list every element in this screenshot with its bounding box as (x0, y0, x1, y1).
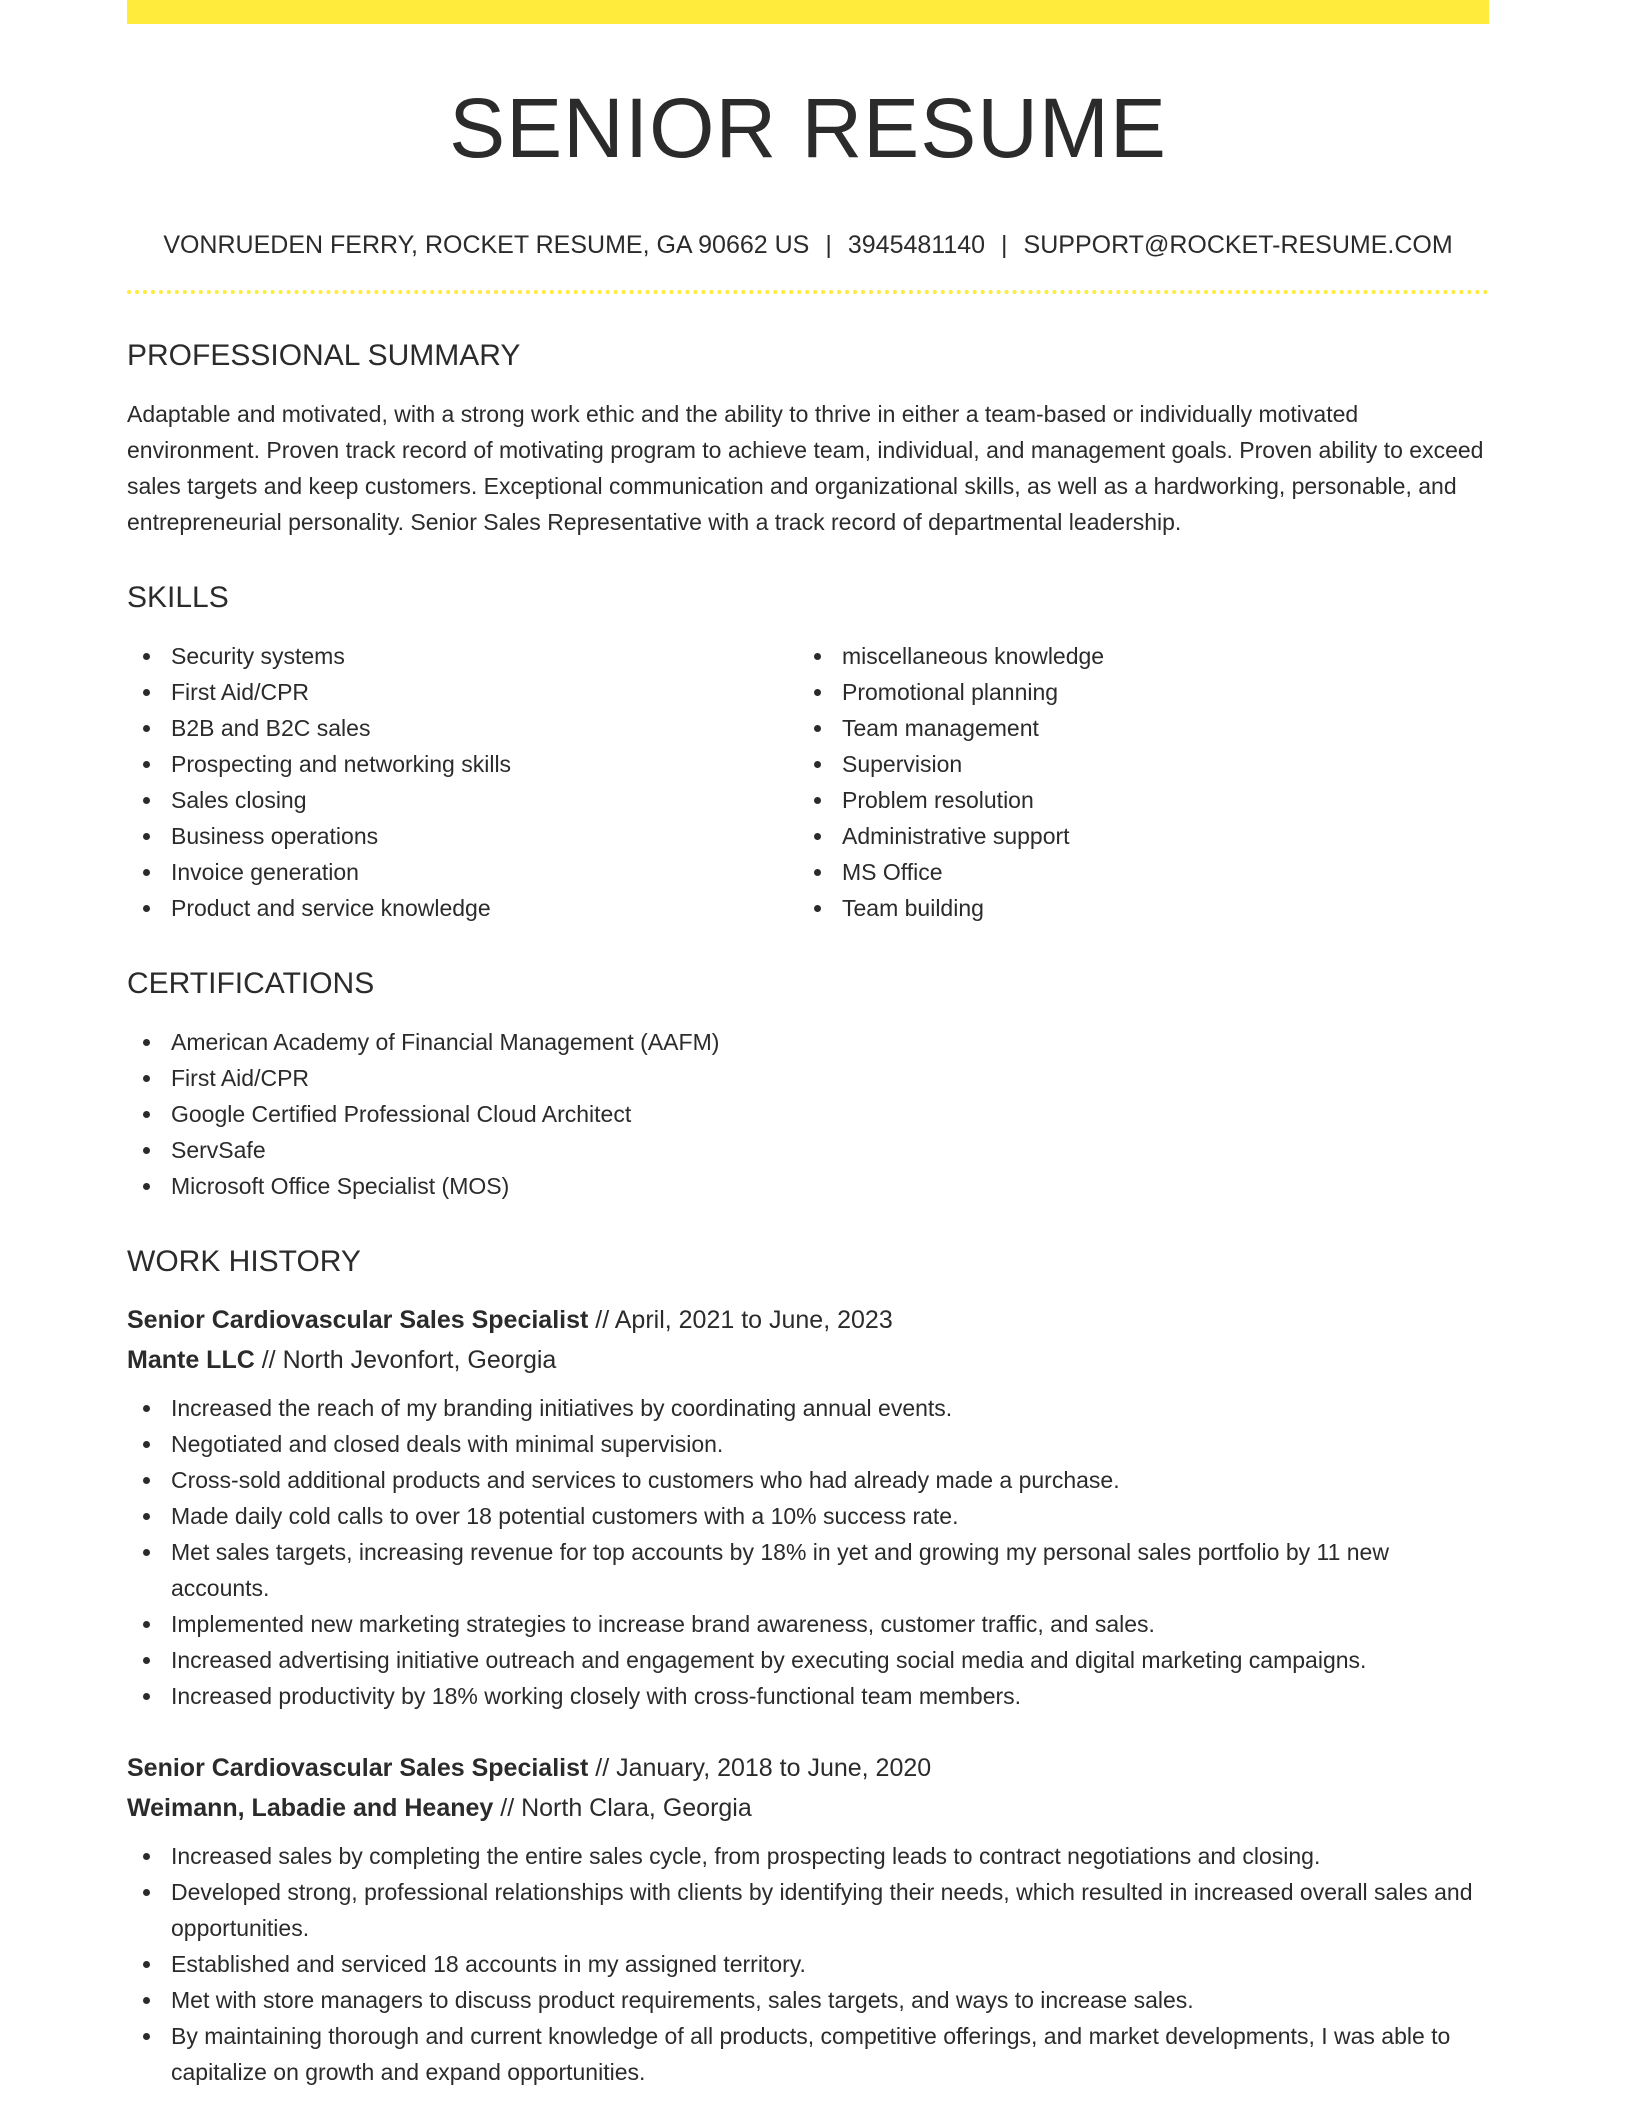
skill-item: First Aid/CPR (127, 674, 798, 710)
job-bullets (127, 1838, 1489, 2090)
skills-columns (127, 638, 1489, 926)
accent-bar (127, 0, 1489, 24)
summary-heading: PROFESSIONAL SUMMARY (127, 339, 521, 373)
job-dates: // January, 2018 to June, 2020 (595, 1754, 932, 1783)
job-entry (127, 1748, 1489, 2090)
job-bullet: Developed strong, professional relationships with clients by identifying their needs, which resulted in increased overall sales and opportunities. (127, 1874, 1489, 1946)
dotted-divider (127, 290, 1489, 294)
job-bullet: By maintaining thorough and current knowledge of all products, competitive offerings, and market developments, I was able to capitalize on growth and expand opportunities. (127, 2018, 1489, 2090)
job-bullet: Made daily cold calls to over 18 potential customers with a 10% success rate. (127, 1498, 1489, 1534)
skill-item: Invoice generation (127, 854, 798, 890)
contact-separator: | (1001, 231, 1008, 260)
job-location: // North Clara, Georgia (500, 1794, 752, 1823)
job-bullet: Increased advertising initiative outreach and engagement by executing social media and digital marketing campaigns. (127, 1642, 1489, 1678)
resume-title: SENIOR RESUME (449, 81, 1167, 175)
certification-item: American Academy of Financial Management (AAFM) (127, 1024, 1489, 1060)
skill-item: Team management (798, 710, 1469, 746)
certifications-heading: CERTIFICATIONS (127, 967, 375, 1001)
job-bullet: Cross-sold additional products and services to customers who had already made a purchase. (127, 1462, 1489, 1498)
job-role-line (127, 1748, 1489, 1788)
certification-item: Google Certified Professional Cloud Architect (127, 1096, 1489, 1132)
skill-item: Prospecting and networking skills (127, 746, 798, 782)
summary-text: Adaptable and motivated, with a strong work ethic and the ability to thrive in either a team-based or individually motivated environment. Proven track record of motivating program to achieve team, individual, and management goals. Proven ability to exceed sales targets and keep customers. Exceptional communication and organizational skills, as well as a hardworking, personable, and entrepreneurial personality. Senior Sales Representative with a track record of departmental leadership. (127, 401, 1484, 536)
skill-item: Problem resolution (798, 782, 1469, 818)
job-role-line (127, 1300, 1489, 1340)
skill-item: Product and service knowledge (127, 890, 798, 926)
job-bullet: Increased productivity by 18% working closely with cross-functional team members. (127, 1678, 1489, 1714)
job-bullet: Met sales targets, increasing revenue for top accounts by 18% in yet and growing my personal sales portfolio by 11 new accounts. (127, 1534, 1489, 1606)
job-company-line (127, 1788, 1489, 1828)
job-bullet: Increased the reach of my branding initiatives by coordinating annual events. (127, 1390, 1489, 1426)
skill-item: Security systems (127, 638, 798, 674)
contact-email: SUPPORT@ROCKET-RESUME.COM (1023, 231, 1453, 260)
work-history-heading: WORK HISTORY (127, 1245, 361, 1279)
skill-item: B2B and B2C sales (127, 710, 798, 746)
job-role: Senior Cardiovascular Sales Specialist (127, 1754, 589, 1783)
skills-list-left (127, 638, 798, 926)
skills-heading: SKILLS (127, 581, 229, 615)
contact-address: VONRUEDEN FERRY, ROCKET RESUME, GA 90662 US (163, 231, 810, 260)
job-dates: // April, 2021 to June, 2023 (595, 1306, 893, 1335)
job-location: // North Jevonfort, Georgia (261, 1346, 557, 1375)
certification-item: ServSafe (127, 1132, 1489, 1168)
skill-item: Sales closing (127, 782, 798, 818)
resume-page (127, 0, 1489, 2090)
contact-phone: 3945481140 (847, 231, 986, 260)
job-bullet: Implemented new marketing strategies to increase brand awareness, customer traffic, and sales. (127, 1606, 1489, 1642)
job-company: Weimann, Labadie and Heaney (127, 1794, 494, 1823)
job-bullet: Established and serviced 18 accounts in my assigned territory. (127, 1946, 1489, 1982)
job-bullets (127, 1390, 1489, 1714)
skill-item: miscellaneous knowledge (798, 638, 1469, 674)
certification-item: First Aid/CPR (127, 1060, 1489, 1096)
certifications-list (127, 1024, 1489, 1204)
skill-item: Team building (798, 890, 1469, 926)
skill-item: MS Office (798, 854, 1469, 890)
skills-list-right (798, 638, 1469, 926)
job-bullet: Met with store managers to discuss product requirements, sales targets, and ways to increase sales. (127, 1982, 1489, 2018)
job-company: Mante LLC (127, 1346, 255, 1375)
skill-item: Supervision (798, 746, 1469, 782)
job-role: Senior Cardiovascular Sales Specialist (127, 1306, 589, 1335)
skill-item: Administrative support (798, 818, 1469, 854)
skill-item: Promotional planning (798, 674, 1469, 710)
job-bullet: Negotiated and closed deals with minimal supervision. (127, 1426, 1489, 1462)
job-bullet: Increased sales by completing the entire sales cycle, from prospecting leads to contract negotiations and closing. (127, 1838, 1489, 1874)
contact-line (127, 230, 1489, 260)
skill-item: Business operations (127, 818, 798, 854)
contact-separator: | (825, 231, 832, 260)
job-entry (127, 1300, 1489, 1714)
job-company-line (127, 1340, 1489, 1380)
certification-item: Microsoft Office Specialist (MOS) (127, 1168, 1489, 1204)
